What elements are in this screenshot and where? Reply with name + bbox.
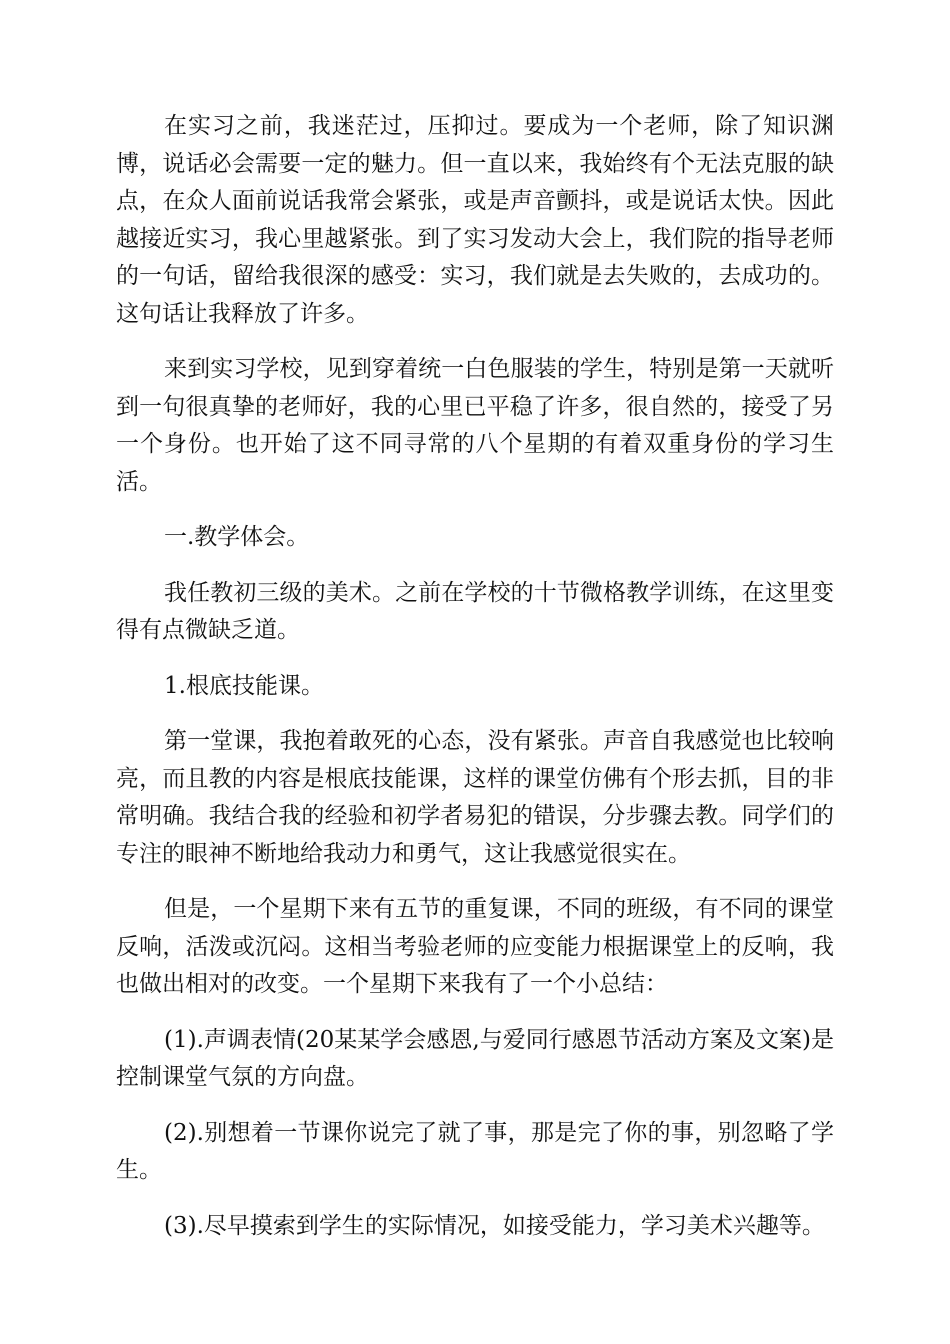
list-item-3: (3).尽早摸索到学生的实际情况，如接受能力，学习美术兴趣等。 (164, 1212, 825, 1239)
list-item-2: (2).别想着一节课你说完了就了事，那是完了你的事，别忽略了学生。 (116, 1119, 834, 1183)
paragraph-intro: 在实习之前，我迷茫过，压抑过。要成为一个老师，除了知识渊博，说话必会需要一定的魅力。但一直以来，我始终有个无法克服的缺点，在众人面前说话我常会紧张，或是声音颤抖，或是说话太快。因此越接近实习，我心里越紧张。到了实习发动大会上，我们院的指导老师的一句话，留给我很深的感受：实习，我们就是去失败的，去成功的。这句话让我释放了许多。 (116, 113, 834, 327)
document-page (116, 108, 834, 1263)
section-heading-teaching: 一.教学体会。 (164, 524, 310, 550)
paragraph-first-lesson: 第一堂课，我抱着敢死的心态，没有紧张。声音自我感觉也比较响亮，而且教的内容是根底技能课，这样的课堂仿佛有个形去抓，目的非常明确。我结合我的经验和初学者易犯的错误，分步骤去教。同学们的专注的眼神不断地给我动力和勇气，这让我感觉很实在。 (116, 728, 834, 867)
list-item-1: (1).声调表情(20某某学会感恩,与爱同行感恩节活动方案及文案)是控制课堂气氛的方向盘。 (116, 1026, 834, 1090)
subheading-basic-skills: 1.根底技能课。 (164, 672, 324, 699)
paragraph-art-class: 我任教初三级的美术。之前在学校的十节微格教学训练，在这里变得有点微缺乏道。 (116, 579, 834, 643)
paragraph-repeat-lessons: 但是，一个星期下来有五节的重复课，不同的班级，有不同的课堂反响，活泼或沉闷。这相当考验老师的应变能力根据课堂上的反响，我也做出相对的改变。一个星期下来我有了一个小总结： (116, 896, 834, 997)
paragraph-arrival: 来到实习学校，见到穿着统一白色服装的学生，特别是第一天就听到一句很真挚的老师好，我的心里已平稳了许多，很自然的，接受了另一个身份。也开始了这不同寻常的八个星期的有着双重身份的学习生活。 (116, 356, 834, 495)
